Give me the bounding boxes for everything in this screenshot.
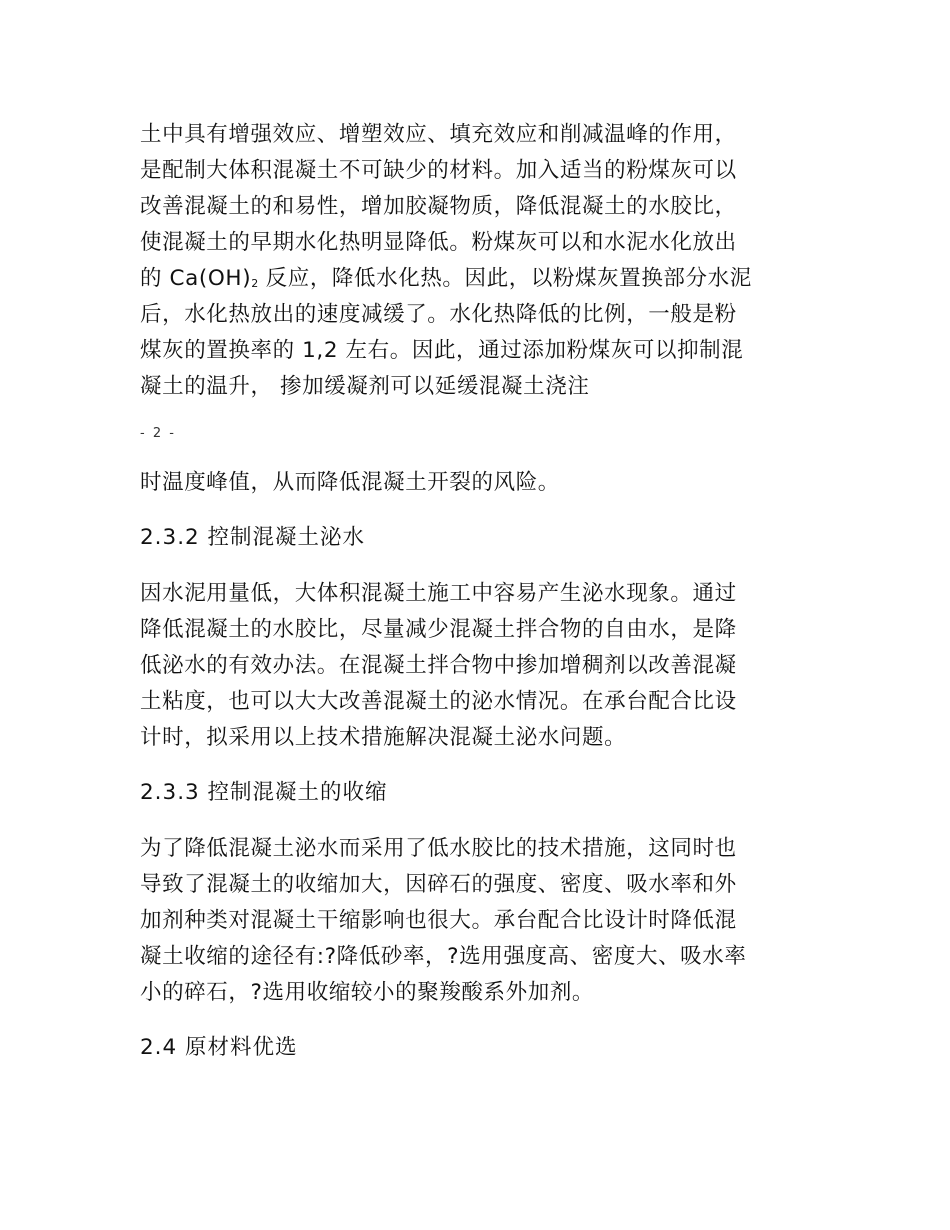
paragraph-line: 计时，拟采用以上技术措施解决混凝土泌水问题。: [140, 725, 627, 750]
section-heading: 2.4 原材料优选: [140, 1035, 298, 1060]
paragraph-line: 加剂种类对混凝土干缩影响也很大。承台配合比设计时降低混: [140, 908, 737, 933]
paragraph-line: 土中具有增强效应、增塑效应、填充效应和削减温峰的作用，: [140, 122, 737, 147]
paragraph-line: 凝土的温升， 掺加缓凝剂可以延缓混凝土浇注: [140, 374, 590, 399]
paragraph-line: 降低混凝土的水胶比，尽量减少混凝土拌合物的自由水，是降: [140, 617, 737, 642]
section-heading: 2.3.2 控制混凝土泌水: [140, 525, 366, 550]
page-number: - 2 -: [140, 426, 176, 441]
text-run: 的 Ca(OH): [140, 266, 252, 291]
paragraph-line: 后，水化热放出的速度减缓了。水化热降低的比例，一般是粉: [140, 302, 737, 327]
paragraph-line: 导致了混凝土的收缩加大，因碎石的强度、密度、吸水率和外: [140, 872, 737, 897]
paragraph-line: 改善混凝土的和易性，增加胶凝物质，降低混凝土的水胶比，: [140, 194, 737, 219]
subscript: 2: [251, 277, 259, 290]
paragraph-line: 时温度峰值，从而降低混凝土开裂的风险。: [140, 470, 560, 495]
text-run: 反应，降低水化热。因此，以粉煤灰置换部分水泥: [258, 266, 752, 291]
paragraph-line: 为了降低混凝土泌水而采用了低水胶比的技术措施，这同时也: [140, 836, 737, 861]
paragraph-line: 因水泥用量低，大体积混凝土施工中容易产生泌水现象。通过: [140, 581, 737, 606]
paragraph-line: 凝土收缩的途径有:?降低砂率，?选用强度高、密度大、吸水率: [140, 944, 747, 969]
paragraph-line: 土粘度，也可以大大改善混凝土的泌水情况。在承台配合比设: [140, 689, 737, 714]
paragraph-line: 小的碎石，?选用收缩较小的聚羧酸系外加剂。: [140, 980, 595, 1005]
paragraph-line: 低泌水的有效办法。在混凝土拌合物中掺加增稠剂以改善混凝: [140, 653, 737, 678]
paragraph-line: [140, 261, 752, 297]
section-heading: 2.3.3 控制混凝土的收缩: [140, 780, 388, 805]
paragraph-line: 是配制大体积混凝土不可缺少的材料。加入适当的粉煤灰可以: [140, 158, 737, 183]
paragraph-line: 煤灰的置换率的 1,2 左右。因此，通过添加粉煤灰可以抑制混: [140, 338, 744, 363]
paragraph-line: 使混凝土的早期水化热明显降低。粉煤灰可以和水泥水化放出: [140, 230, 737, 255]
